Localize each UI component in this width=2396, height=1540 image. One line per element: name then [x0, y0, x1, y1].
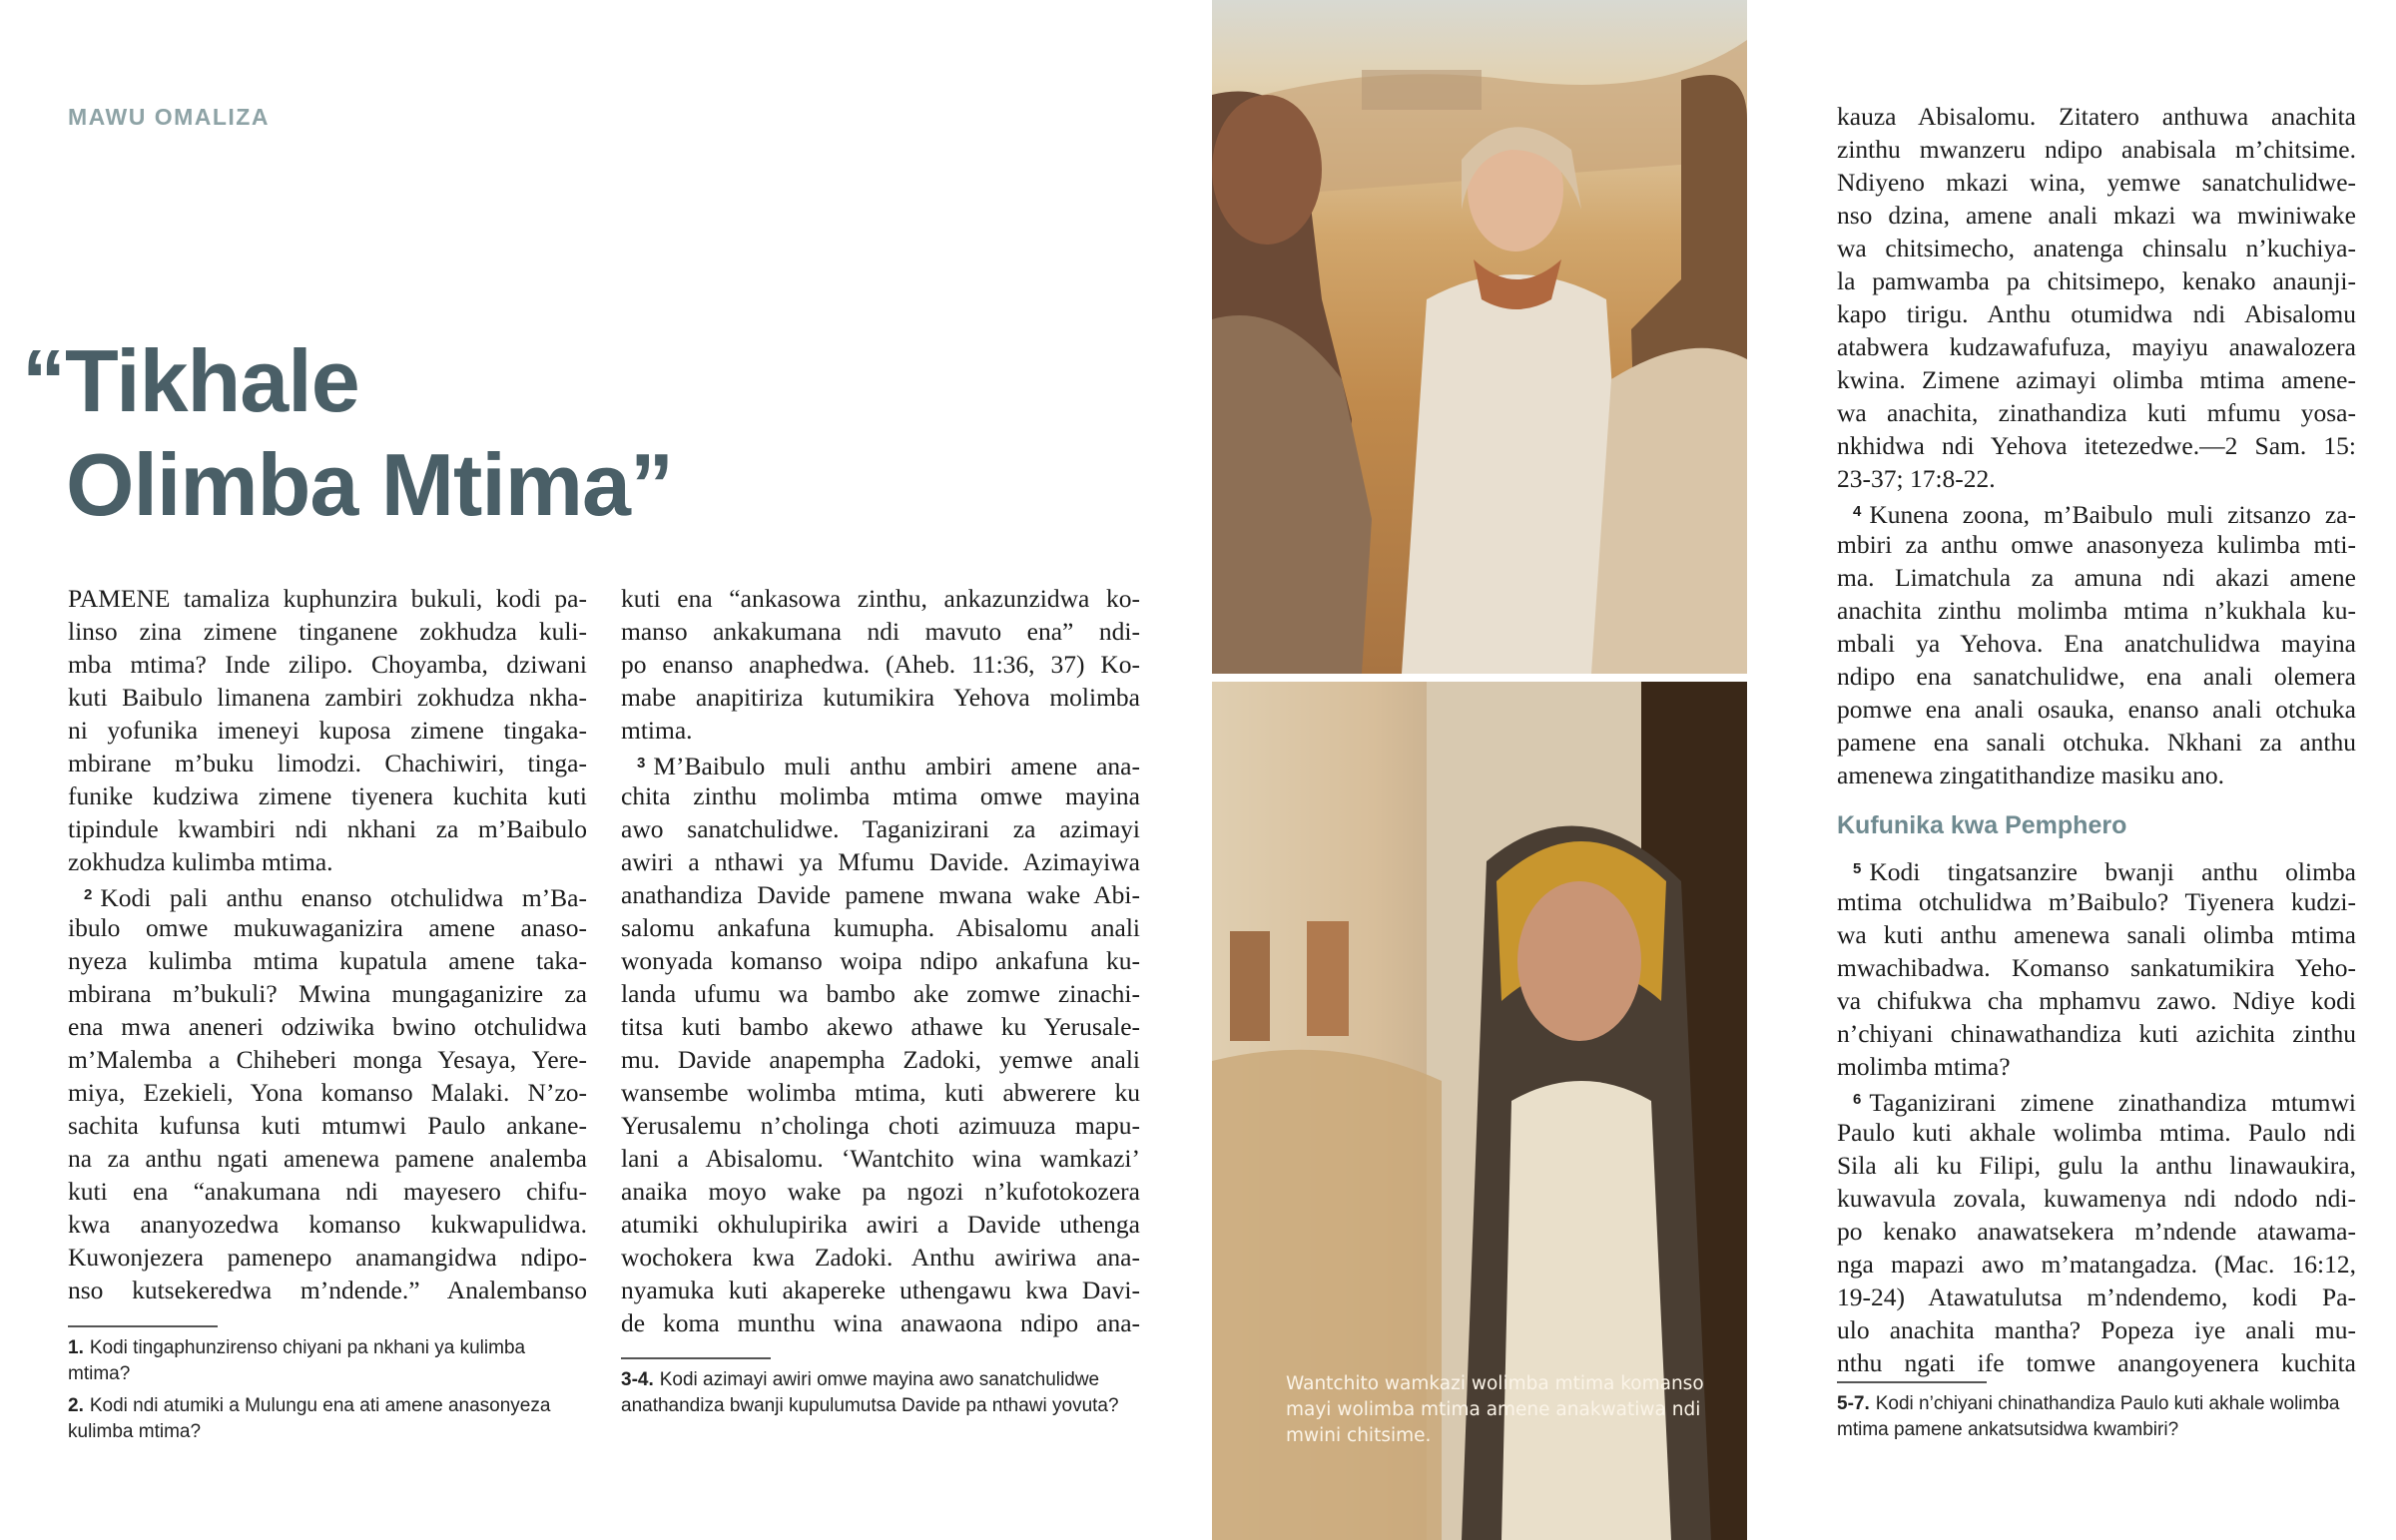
paragraph [68, 878, 587, 1306]
text-line: Kuwonjezera pamenepo anamangidwa ndipo- [68, 1243, 587, 1272]
text-line: kuti ena “anakumana ndi mayesero chifu- [68, 1177, 587, 1206]
text-line: miya, Ezekieli, Yona komanso Malaki. N’zo- [68, 1078, 587, 1107]
text-column-3 [1837, 100, 2356, 1379]
text-line: molimba mtima? [1837, 1052, 2011, 1081]
question-number: 5-7. [1837, 1393, 1870, 1414]
text-line: titsa kuti bambo akewo athawe ku Yerusale- [621, 1012, 1140, 1041]
text-line: mabe anapitiriza kutumikira Yehova molimba [621, 683, 1140, 712]
text-line: nyamuka kuti akapereke uthengawu kwa Davi- [621, 1276, 1140, 1304]
text-line: ibulo omwe mukuwaganizira amene anaso- [68, 913, 587, 942]
text-line: wochokera kwa Zadoki. Anthu awiriwa ana- [621, 1243, 1140, 1272]
text-line: landa ufumu wa bambo ake zomwe zinachi- [621, 979, 1140, 1008]
text-line: pomwe ena anali osauka, enanso anali otchuka [1837, 695, 2356, 724]
text-line: wa chitsimecho, anatenga chinsalu n’kuchiya- [1837, 234, 2356, 262]
text-line: mtima. [621, 716, 693, 745]
section-kicker: MAWU OMALIZA [68, 104, 270, 130]
text-line: Yerusalemu n’cholinga choti azimuuza mapu- [621, 1111, 1140, 1140]
text-line: nthu ngati ife tomwe anangoyenera kuchita [1837, 1348, 2356, 1377]
text-line: mbali ya Yehova. Ena anatchulidwa mayina [1837, 629, 2356, 658]
text-line: kwa ananyozedwa komanso kukwapulidwa. [68, 1210, 587, 1239]
text-line: mba mtima? Inde zilipo. Choyamba, dziwani [68, 650, 587, 679]
study-question [68, 1335, 587, 1387]
text-line: pamene ena sanali otchuka. Nkhani za anthu [1837, 728, 2356, 757]
text-line: mbirane m’buku limodzi. Chachiwiri, tinga- [68, 749, 587, 777]
paragraph [621, 747, 1140, 1339]
text-line [1837, 852, 2356, 885]
question-text: Kodi tingaphunzirenso chiyani pa nkhani ya kulimba mtima? [68, 1337, 526, 1384]
text-line: anathandiza Davide pamene mwana wake Abi- [621, 880, 1140, 909]
text-line: ni yofunika imeneyi kuposa zimene tingaka- [68, 716, 587, 745]
text-line: ulo anachita mantha? Popeza iye anali mu- [1837, 1315, 2356, 1344]
text-line: amenewa zingatithandize masiku ano. [1837, 761, 2225, 789]
text-line: mbiri za anthu omwe anasonyeza kulimba mti- [1837, 530, 2356, 559]
text-line: mtima otchulidwa m’Baibulo? Tiyenera kudzi- [1837, 887, 2356, 916]
text-line: salomu ankafuna kumupha. Abisalomu anali [621, 913, 1140, 942]
question-number: 2. [68, 1395, 84, 1416]
text-column-2 [621, 582, 1140, 1339]
article-title [22, 329, 673, 537]
text-line: anachita zinthu molimba mtima n’kukhala ku- [1837, 596, 2356, 625]
paragraph [621, 582, 1140, 747]
text-line: Ndiyeno mkazi wina, yemwe sanatchulidwe- [1837, 168, 2356, 197]
paragraph [68, 582, 587, 878]
paragraph [1837, 1083, 2356, 1379]
paragraph-number: 5 [1853, 860, 1862, 877]
text-line: ndipo ena sanatchulidwe, ena anali olemera [1837, 662, 2356, 691]
text-line [68, 878, 587, 911]
text-line-content: Taganizirani zimene zinathandiza mtumwi [1869, 1088, 2356, 1117]
text-line: anaika moyo wake pa ngozi n’kufotokozera [621, 1177, 1140, 1206]
question-text: Kodi azimayi awiri omwe mayina awo sanatchulidwe anathandiza bwanji kupulumutsa Davide pa nthawi yovuta? [621, 1369, 1119, 1416]
text-line: tipindule kwambiri ndi nkhani za m’Baibulo [68, 814, 587, 843]
text-line: kauza Abisalomu. Zitatero anthuwa anachita [1837, 102, 2356, 131]
text-line-content: Kunena zoona, m’Baibulo muli zitsanzo za- [1869, 500, 2356, 529]
question-text: Kodi n’chiyani chinathandiza Paulo kuti akhale wolimba mtima pamene ankatsutsidwa kwambiri? [1837, 1393, 2340, 1440]
paragraph-number: 3 [637, 755, 646, 771]
text-line: PAMENE tamaliza kuphunzira bukuli, kodi pa- [68, 584, 587, 613]
text-line: nso kutsekeredwa m’ndende.” Analembanso [68, 1276, 587, 1304]
text-line: funike kudziwa zimene tiyenera kuchita kuti [68, 781, 587, 810]
illustration-women-talking-to-men [1212, 0, 1747, 674]
text-line: wa kuti anthu amenewa sanali olimba mtima [1837, 920, 2356, 949]
footnotes-column-2 [621, 1367, 1140, 1425]
text-line [621, 747, 1140, 779]
title-line-2: Olimba Mtima” [66, 435, 673, 534]
title-line-1: “Tikhale [22, 331, 359, 430]
text-line: atumiki okhulupirika awiri a Davide uthenga [621, 1210, 1140, 1239]
text-line: m’Malemba a Chiheberi monga Yesaya, Yere- [68, 1045, 587, 1074]
footnote-divider [621, 1357, 771, 1359]
illustration-caption: Wantchito wamkazi wolimba mtima komanso mayi wolimba mtima amene anakwatiwa ndi mwini chitsime. [1286, 1373, 1704, 1446]
text-line: lani a Abisalomu. ‘Wantchito wina wamkazi’ [621, 1144, 1140, 1173]
text-line: po kenako anawatsekera m’ndende atawama- [1837, 1217, 2356, 1246]
text-line: mbirana m’bukuli? Mwina mungaganizire za [68, 979, 587, 1008]
text-line: nkhidwa ndi Yehova itetezedwe.—2 Sam. 15: [1837, 431, 2356, 460]
text-line: kuti ena “ankasowa zinthu, ankazunzidwa ko- [621, 584, 1140, 613]
text-line: Sila ali ku Filipi, gulu la anthu linawaukira, [1837, 1151, 2356, 1180]
study-question [1837, 1391, 2356, 1443]
text-line: 23-37; 17:8-22. [1837, 464, 1996, 493]
text-line-content: Kodi pali anthu enanso otchulidwa m’Ba- [100, 883, 587, 912]
footnote-divider [1837, 1381, 1987, 1383]
text-line: va chifukwa cha mphamvu zawo. Ndiye kodi [1837, 986, 2356, 1015]
paragraph [1837, 852, 2356, 1083]
text-line: Paulo kuti akhale wolimba mtima. Paulo ndi [1837, 1118, 2356, 1147]
text-line: wonyada komanso woipa ndipo ankafuna ku- [621, 946, 1140, 975]
text-line [1837, 495, 2356, 528]
text-line: la pamwamba pa chitsimepo, kenako anaunji- [1837, 266, 2356, 295]
text-line: kwina. Zimene azimayi olimba mtima amene- [1837, 365, 2356, 394]
paragraph [1837, 100, 2356, 495]
study-question [621, 1367, 1140, 1419]
text-line [1837, 1083, 2356, 1116]
text-line: kuwavula zovala, kuwamenya ndi ndodo ndi- [1837, 1184, 2356, 1213]
footnotes-column-3 [1837, 1391, 2356, 1449]
text-line: awo sanatchulidwe. Taganizirani za azimayi [621, 814, 1140, 843]
text-line: zinthu mwanzeru ndipo anabisala m’chitsime. [1837, 135, 2356, 164]
text-line: ma. Limatchula za amuna ndi akazi amene [1837, 563, 2356, 592]
paragraph-number: 4 [1853, 503, 1862, 520]
text-line: wansembe wolimba mtima, kuti abwerere ku [621, 1078, 1140, 1107]
text-line: manso ankakumana ndi mavuto ena” ndi- [621, 617, 1140, 646]
paragraph-number: 6 [1853, 1091, 1862, 1108]
text-line: nga mapazi awo m’matangadza. (Mac. 16:12, [1837, 1250, 2356, 1279]
footnotes-column-1 [68, 1335, 587, 1451]
text-line-content: M’Baibulo muli anthu ambiri amene ana- [653, 752, 1140, 780]
paragraph-number: 2 [84, 886, 93, 903]
question-text: Kodi ndi atumiki a Mulungu ena ati amene anasonyeza kulimba mtima? [68, 1395, 551, 1442]
text-line: ena mwa aneneri odziwika bwino otchulidwa [68, 1012, 587, 1041]
text-line: n’chiyani chinawathandiza kuti azichita zinthu [1837, 1019, 2356, 1048]
text-line: po enanso anaphedwa. (Aheb. 11:36, 37) Ko- [621, 650, 1140, 679]
text-column-1 [68, 582, 587, 1306]
text-line: na za anthu ngati amenewa pamene analemba [68, 1144, 587, 1173]
study-question [68, 1393, 587, 1445]
text-line: chita zinthu molimba mtima omwe mayina [621, 781, 1140, 810]
text-line: zokhudza kulimba mtima. [68, 847, 333, 876]
question-number: 3-4. [621, 1369, 654, 1390]
text-line: mwachibadwa. Komanso sankatumikira Yeho- [1837, 953, 2356, 982]
text-line: 19-24) Atawatulutsa m’ndendemo, kodi Pa- [1837, 1283, 2356, 1311]
text-line-content: Kodi tingatsanzire bwanji anthu olimba [1869, 857, 2356, 886]
text-line: nso dzina, amene anali mkazi wa mwiniwake [1837, 201, 2356, 230]
text-line: mu. Davide anapempha Zadoki, yemwe anali [621, 1045, 1140, 1074]
text-line: atabwera kudzawafufuza, mayiyu anawalozera [1837, 332, 2356, 361]
text-line: kapo tirigu. Anthu otumidwa ndi Abisalomu [1837, 299, 2356, 328]
text-line: de koma munthu wina anawaona ndipo ana- [621, 1308, 1140, 1337]
text-line: nyeza kulimba mtima kupatula amene taka- [68, 946, 587, 975]
text-line: wa anachita, zinathandiza kuti mfumu yosa- [1837, 398, 2356, 427]
footnote-divider [68, 1325, 218, 1327]
text-line: awiri a nthawi ya Mfumu Davide. Azimayiwa [621, 847, 1140, 876]
text-line: sachita kufunsa kuti mtumwi Paulo ankane- [68, 1111, 587, 1140]
text-line: linso zina zimene tinganene zokhudza kuli- [68, 617, 587, 646]
paragraph [1837, 495, 2356, 791]
question-number: 1. [68, 1337, 84, 1358]
section-subheading: Kufunika kwa Pemphero [1837, 811, 2127, 839]
text-line: kuti Baibulo limanena zambiri zokhudza nkha- [68, 683, 587, 712]
